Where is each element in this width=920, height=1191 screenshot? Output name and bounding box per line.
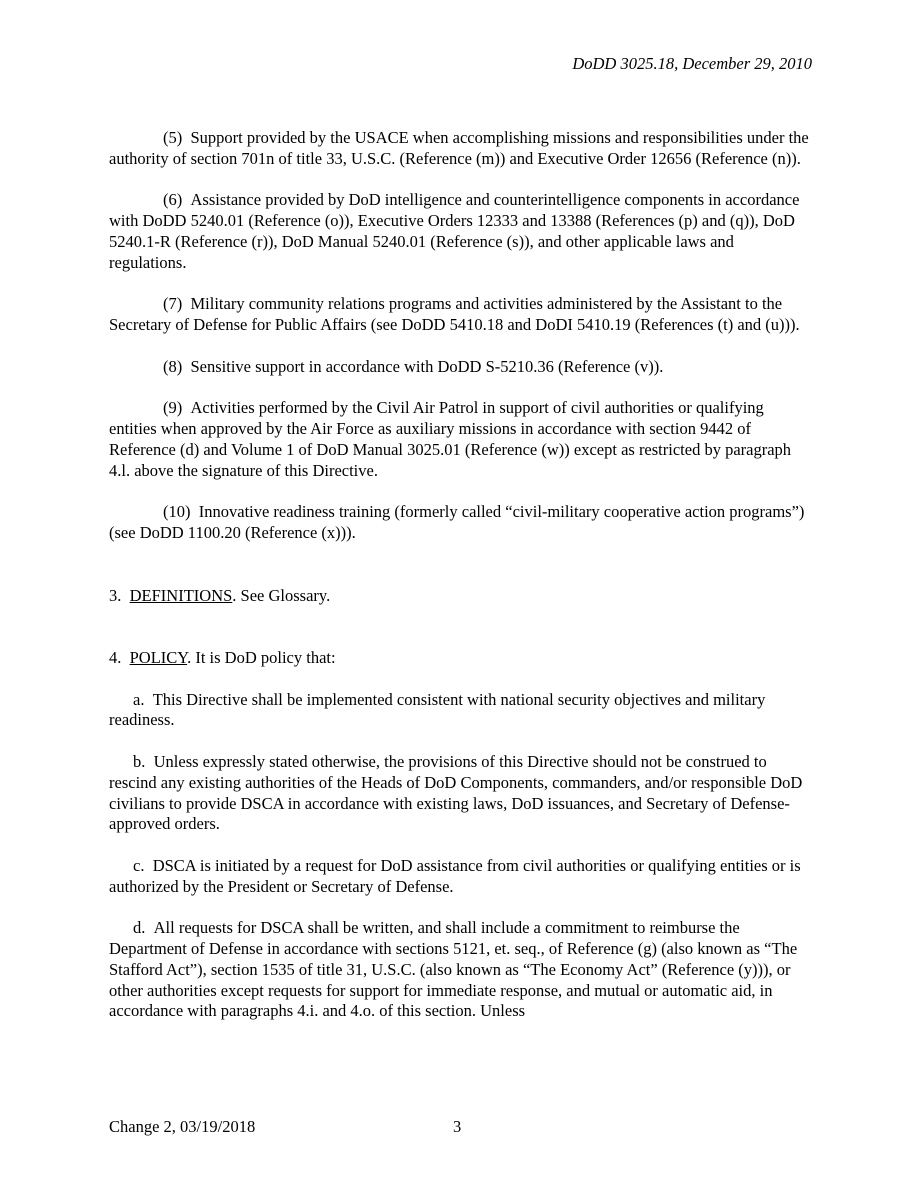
- item-text: DSCA is initiated by a request for DoD assistance from civil authorities or qualifying entities or is authorized by the President or Secretary of Defense.: [109, 855, 801, 896]
- item-number: (9): [163, 398, 183, 418]
- item-text: Innovative readiness training (formerly called “civil-military cooperative action programs”) (see DoDD 1100.20 (Reference (x))).: [109, 502, 805, 543]
- item-text: Sensitive support in accordance with DoDD S-5210.36 (Reference (v)).: [190, 356, 664, 376]
- paragraph-item-9: [109, 398, 814, 481]
- item-text: All requests for DSCA shall be written, and shall include a commitment to reimburse the Department of Defense in accordance with sections 5121, et. seq., of Reference (g) (also known as “The Stafford Act”), section 1535 of title 31, U.S.C. (also known as “The Economy Act” (Reference (y))), or other authorities except requests for support for immediate response, and mutual or automatic aid, in accordance with paragraphs 4.i. and 4.o. of this section. Unless: [109, 918, 798, 1021]
- item-text: This Directive shall be implemented consistent with national security objectives and military readiness.: [109, 689, 766, 730]
- item-number: (8): [163, 356, 183, 376]
- policy-item-c: [109, 856, 814, 898]
- paragraph-item-10: [109, 502, 814, 544]
- footer-change-note: Change 2, 03/19/2018: [109, 1117, 256, 1136]
- paragraph-item-7: [109, 294, 814, 336]
- item-letter: d.: [133, 918, 146, 938]
- section-text: . See Glossary.: [232, 585, 331, 605]
- page-number: 3: [453, 1117, 462, 1136]
- item-text: Military community relations programs and activities administered by the Assistant to the Secretary of Defense for Public Affairs (see DoDD 5410.18 and DoDI 5410.19 (References (t) and (u))).: [109, 294, 800, 335]
- item-text: Assistance provided by DoD intelligence and counterintelligence components in accordance with DoDD 5240.01 (Reference (o)), Executive Orders 12333 and 13388 (References (p) and (q)), DoD 5240.1-R (Reference (r)), DoD Manual 5240.01 (Reference (s)), and other applicable laws and regulations.: [109, 190, 800, 272]
- section-heading-definitions: DEFINITIONS: [129, 585, 233, 605]
- item-number: (5): [163, 128, 183, 147]
- section-number: 3.: [109, 585, 122, 605]
- item-letter: a.: [133, 689, 145, 709]
- item-number: (7): [163, 294, 183, 314]
- paragraph-item-6: [109, 190, 814, 273]
- policy-item-a: [109, 690, 814, 732]
- item-text: Activities performed by the Civil Air Patrol in support of civil authorities or qualifying entities when approved by the Air Force as auxiliary missions in accordance with section 9442 of Reference (d) and Volume 1 of DoD Manual 3025.01 (Reference (w)) except as restricted by paragraph 4.l. above the signature of this Directive.: [109, 398, 792, 480]
- section-number: 4.: [109, 647, 122, 667]
- item-number: (10): [163, 502, 191, 522]
- paragraph-item-5: [109, 128, 814, 170]
- section-text: . It is DoD policy that:: [187, 647, 336, 667]
- item-text: Support provided by the USACE when accomplishing missions and responsibilities under the authority of section 701n of title 33, U.S.C. (Reference (m)) and Executive Order 12656 (Reference (n)).: [109, 128, 809, 168]
- paragraph-item-8: [109, 357, 814, 378]
- section-definitions: [109, 586, 814, 607]
- item-letter: b.: [133, 751, 146, 771]
- document-body: [109, 128, 814, 1043]
- policy-item-b: [109, 752, 814, 835]
- item-number: (6): [163, 190, 183, 210]
- page-header: DoDD 3025.18, December 29, 2010: [572, 54, 812, 73]
- item-letter: c.: [133, 855, 145, 875]
- section-heading-policy: POLICY: [129, 647, 188, 667]
- policy-item-d: [109, 918, 814, 1022]
- section-policy: [109, 648, 814, 669]
- item-text: Unless expressly stated otherwise, the provisions of this Directive should not be construed to rescind any existing authorities of the Heads of DoD Components, commanders, and/or responsible DoD civilians to provide DSCA in accordance with existing laws, DoD issuances, and Secretary of Defense-approved orders.: [109, 751, 803, 834]
